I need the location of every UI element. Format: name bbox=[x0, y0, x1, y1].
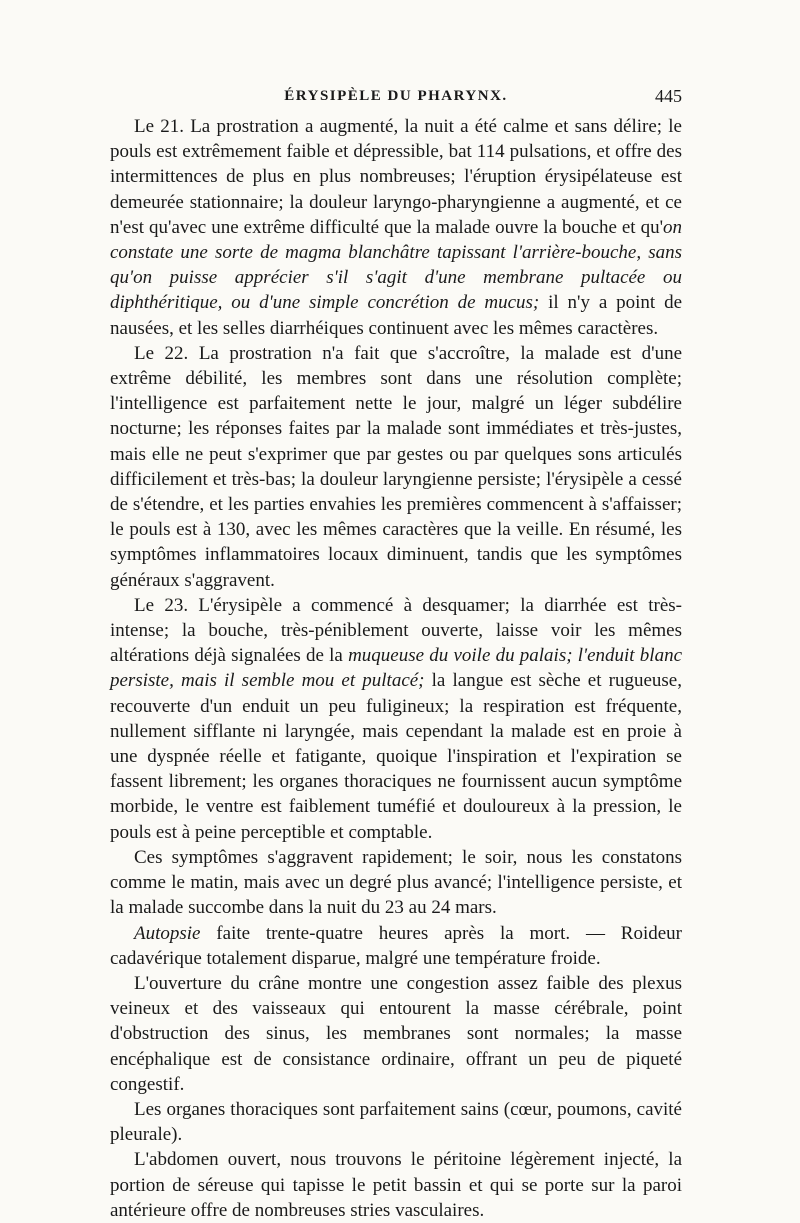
text-run: Le 22. La prostration n'a fait que s'accroître, la malade est d'une extrême débilité, les membres sont dans une résolution complète; l'intelligence est parfaitement nette le jour, malgré un léger subdélire nocturne; les réponses faites par la malade sont immédiates et très-justes, mais elle ne peut s'exprimer que par gestes ou par quelques sons articulés difficilement et très-bas; la douleur laryngienne persiste; l'érysipèle a cessé de s'étendre, et les parties envahies les premières commencent à s'affaisser; le pouls est à 130, avec les mêmes caractères que la veille. En résumé, les symptômes inflammatoires locaux diminuent, tandis que les symptômes généraux s'aggravent. bbox=[110, 342, 682, 591]
text-run: il n'y a point de nausées, et les selles diarrhéiques continuent avec les mêmes caractères. bbox=[110, 292, 682, 339]
text-run: L'abdomen ouvert, nous trouvons le péritoine légèrement injecté, la portion de séreuse qui tapisse le petit bassin et qui se porte sur la paroi antérieure offre de nombreuses stries vasculaires. bbox=[110, 1149, 682, 1221]
text-run: Les organes thoraciques sont parfaitement sains (cœur, poumons, cavité pleurale). bbox=[110, 1098, 682, 1146]
body-text bbox=[110, 114, 682, 1223]
running-title: ÉRYSIPÈLE DU PHARYNX. bbox=[284, 88, 508, 104]
paragraph bbox=[110, 921, 682, 971]
page-number: 445 bbox=[655, 86, 682, 106]
italic-run: on constate une sorte de magma blanchâtre tapissant l'arrière-bouche, sans qu'on puisse apprécier s'il s'agit d'une membrane pultacée ou diphthéritique, ou d'une simple concrétion de mucus; bbox=[110, 216, 682, 314]
text-run: la langue est sèche et rugueuse, recouverte d'un enduit un peu fuligineux; la respiration est fréquente, nullement sifflante ni laryngée, mais cependant la malade est en proie à une dyspnée réelle et fatigante, quoique l'inspiration et l'expiration se fassent librement; les organes thoraciques ne fournissent aucun symptôme morbide, le ventre est faiblement tuméfié et douloureux à la pression, le pouls est à peine perceptible et comptable. bbox=[110, 670, 682, 843]
paragraph bbox=[110, 1097, 682, 1147]
text-run: Le 23. L'érysipèle a commencé à desquamer; la diarrhée est très-intense; la bouche, très-péniblement ouverte, laisse voir les mêmes altérations déjà signalées de la bbox=[110, 594, 682, 667]
paragraph bbox=[110, 593, 682, 845]
text-run: Ces symptômes s'aggravent rapidement; le soir, nous les constatons comme le matin, mais avec un degré plus avancé; l'intelligence persiste, et la malade succombe dans la nuit du 23 au 24 mars. bbox=[110, 846, 682, 919]
paragraph bbox=[110, 341, 682, 593]
italic-run: muqueuse du voile du palais; l'enduit blanc persiste, mais il semble mou et pultacé; bbox=[110, 645, 683, 692]
paragraph bbox=[110, 1147, 682, 1223]
text-run: faite trente-quatre heures après la mort. — Roideur cadavérique totalement disparue, malgré une température froide. bbox=[110, 922, 682, 969]
paragraph bbox=[110, 971, 682, 1097]
italic-run: Autopsie bbox=[134, 922, 201, 944]
text-run: Le 21. La prostration a augmenté, la nuit a été calme et sans délire; le pouls est extrêmement faible et dépressible, bat 114 pulsations, et offre des intermittences de plus en plus nombreuses; l'éruption érysipélateuse est demeurée stationnaire; la douleur laryngo-pharyngienne a augmenté, et ce n'est qu'avec une extrême difficulté que la malade ouvre la bouche et qu' bbox=[110, 116, 682, 238]
text-run: L'ouverture du crâne montre une congestion assez faible des plexus veineux et des vaisseaux qui entourent la masse cérébrale, point d'obstruction des sinus, les membranes sont normales; la masse encéphalique est de consistance ordinaire, offrant un peu de piqueté congestif. bbox=[110, 972, 682, 1095]
paragraph bbox=[110, 114, 682, 341]
running-header bbox=[110, 80, 682, 114]
paragraph bbox=[110, 845, 682, 921]
